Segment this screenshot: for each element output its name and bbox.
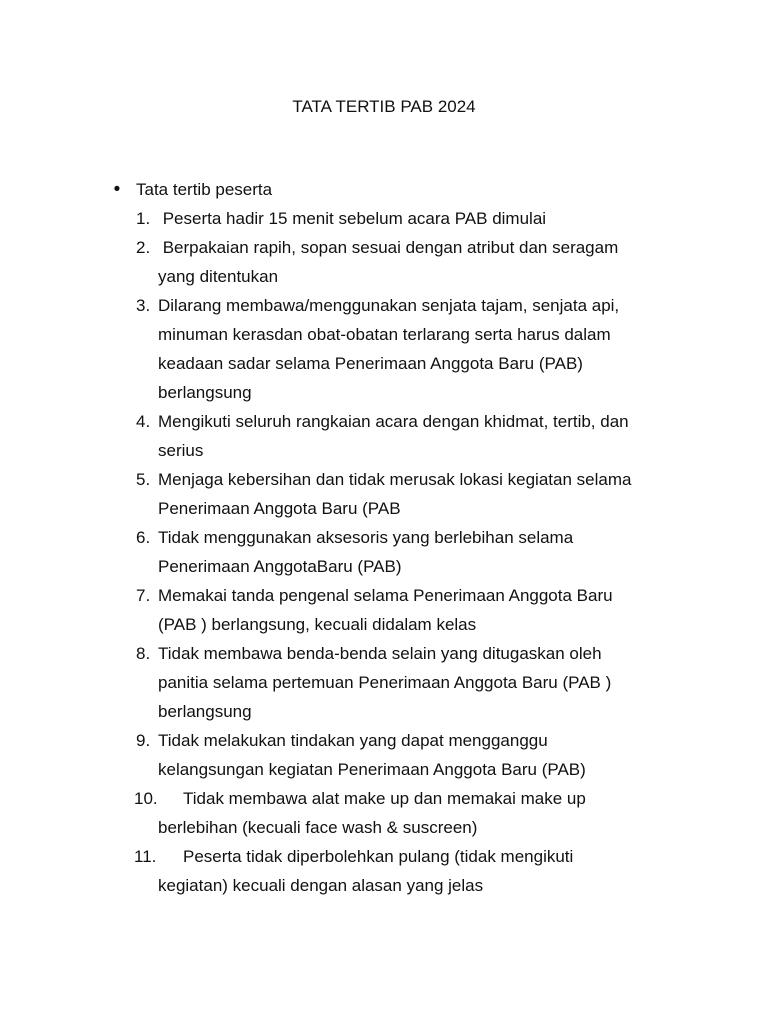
list-item-number: 9. [136, 731, 151, 750]
list-item-number: 3. [136, 296, 151, 315]
list-item-text-line: Mengikuti seluruh rangkaian acara dengan khidmat, tertib, dan [158, 412, 629, 431]
list-item-number: 5. [136, 470, 151, 489]
document-title: TATA TERTIB PAB 2024 [292, 97, 476, 116]
bullet-item [0, 175, 768, 204]
list-item-text-line: (PAB ) berlangsung, kecuali didalam kelas [158, 615, 477, 634]
bullet-label: Tata tertib peserta [136, 180, 273, 199]
list-item-text-line: keadaan sadar selama Penerimaan Anggota Baru (PAB) [158, 354, 583, 373]
list-item-text-line: Memakai tanda pengenal selama Penerimaan Anggota Baru [158, 586, 613, 605]
list-item-text-line: Berpakaian rapih, sopan sesuai dengan atribut dan seragam [158, 238, 619, 257]
list-item-text-line: Peserta tidak diperbolehkan pulang (tidak mengikuti [183, 847, 574, 866]
list-item-text-line: berlangsung [158, 383, 252, 402]
list-item [0, 291, 768, 407]
list-item-text-line: Dilarang membawa/menggunakan senjata tajam, senjata api, [158, 296, 620, 315]
list-item-text-line: kelangsungan kegiatan Penerimaan Anggota Baru (PAB) [158, 760, 586, 779]
list-item-text-line: kegiatan) kecuali dengan alasan yang jelas [158, 876, 484, 895]
list-item-text-line: Tidak membawa alat make up dan memakai make up [183, 789, 586, 808]
list-item-number: 8. [136, 644, 151, 663]
list-item-text-line: minuman kerasdan obat-obatan terlarang serta harus dalam [158, 325, 611, 344]
list-item [0, 842, 768, 900]
list-item-number: 6. [136, 528, 151, 547]
list-item-text-line: Tidak menggunakan aksesoris yang berlebihan selama [158, 528, 574, 547]
list-item-text-line: Tidak membawa benda-benda selain yang ditugaskan oleh [158, 644, 602, 663]
list-item [0, 523, 768, 581]
list-item [0, 407, 768, 465]
list-item-number: 11. [134, 847, 157, 866]
list-item-text-line: berlangsung [158, 702, 252, 721]
list-item-number: 4. [136, 412, 151, 431]
list-item-text-line: Menjaga kebersihan dan tidak merusak lokasi kegiatan selama [158, 470, 632, 489]
list-item-text-line: Penerimaan AnggotaBaru (PAB) [158, 557, 402, 576]
list-item [0, 233, 768, 291]
list-item-text-line: yang ditentukan [158, 267, 279, 286]
list-item-text-line: Peserta hadir 15 menit sebelum acara PAB dimulai [158, 209, 547, 228]
list-item-text-line: Penerimaan Anggota Baru (PAB [158, 499, 401, 518]
list-item-number: 10. [134, 789, 158, 808]
list-item-text-line: Tidak melakukan tindakan yang dapat mengganggu [158, 731, 548, 750]
list-item-number: 1. [136, 209, 151, 228]
list-item [0, 784, 768, 842]
list-item [0, 465, 768, 523]
list-item-text-line: serius [158, 441, 204, 460]
list-item-text-line: berlebihan (kecuali face wash & suscreen) [158, 818, 478, 837]
list-item [0, 639, 768, 726]
list-item-text-line: panitia selama pertemuan Penerimaan Anggota Baru (PAB ) [158, 673, 612, 692]
rules-list [0, 175, 768, 900]
list-item-number: 7. [136, 586, 151, 605]
list-item [0, 581, 768, 639]
numbered-list [0, 204, 768, 900]
list-item [0, 726, 768, 784]
bullet-icon: • [113, 179, 121, 200]
list-item [0, 204, 768, 233]
list-item-number: 2. [136, 238, 151, 257]
